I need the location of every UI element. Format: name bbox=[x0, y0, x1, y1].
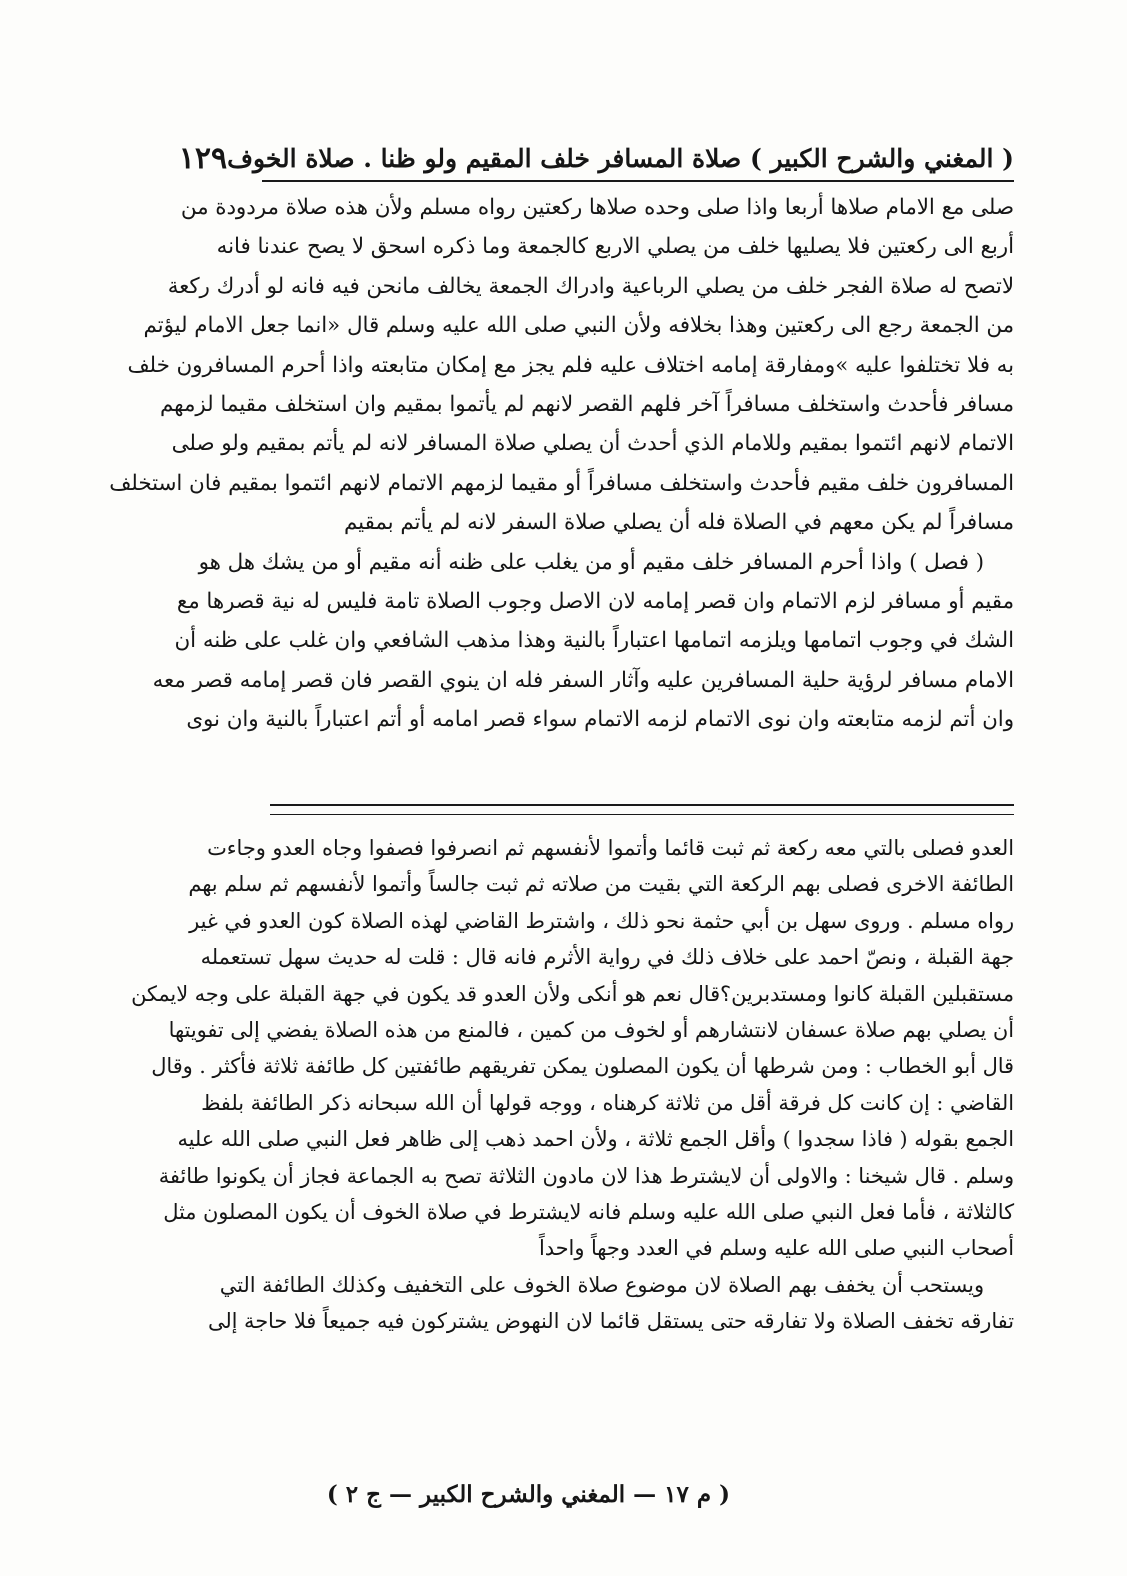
upper-line: أربع الى ركعتين فلا يصليها خلف من يصلي الاربع كالجمعة وما ذكره اسحق لا يصح عندنا فانه bbox=[216, 234, 1014, 260]
lower-line: ويستحب أن يخفف بهم الصلاة لان موضوع صلاة الخوف على التخفيف وكذلك الطائفة التي bbox=[219, 1272, 984, 1297]
page-header bbox=[178, 128, 1014, 176]
header-rule bbox=[262, 180, 1014, 182]
lower-line: قال أبو الخطاب : ومن شرطها أن يكون المصلون يمكن تفريقهم طائفتين كل طائفة ثلاثة فأكثر . وقال bbox=[151, 1054, 1014, 1079]
page-number: ١٢٩ bbox=[178, 141, 228, 176]
upper-line: المسافرون خلف مقيم فأحدث واستخلف مسافراً أو مقيما لزمهم الاتمام لانهم ائتموا بمقيم فان استخلف bbox=[109, 470, 1014, 496]
upper-line: لاتصح له صلاة الفجر خلف من يصلي الرباعية وادراك الجمعة يخالف مانحن فيه فانه لو أدرك ركعة bbox=[167, 273, 1014, 299]
upper-line: وان أتم لزمه متابعته وان نوى الاتمام لزمه الاتمام سواء قصر امامه أو أتم اعتباراً بالنية وان نوى bbox=[186, 707, 1014, 733]
lower-line: العدو فصلى بالتي معه ركعة ثم ثبت قائما وأتموا لأنفسهم ثم انصرفوا فصفوا وجاه العدو وجاءت bbox=[207, 836, 1014, 860]
lower-line: أصحاب النبي صلى الله عليه وسلم في العدد وجهاً واحداً bbox=[538, 1236, 1014, 1261]
lower-line: تفارقه تخفف الصلاة ولا تفارقه حتى يستقل قائما لان النهوض يشتركون فيه جميعاً فلا حاجة إلى bbox=[207, 1309, 1014, 1334]
lower-line: القاضي : إن كانت كل فرقة أقل من ثلاثة كرهناه ، ووجه قولها أن الله سبحانه ذكر الطائفة بلفظ bbox=[201, 1090, 1014, 1115]
lower-line: مستقبلين القبلة كانوا ومستدبرين؟قال نعم هو أنكى ولأن العدو قد يكون في جهة القبلة على وجه لايمكن bbox=[131, 981, 1014, 1006]
lower-line: جهة القبلة ، ونصّ احمد على خلاف ذلك في رواية الأثرم فانه قال : قلت له حديث سهل تستعمله bbox=[200, 945, 1014, 970]
lower-line: رواه مسلم . وروى سهل بن أبي حثمة نحو ذلك ، واشترط القاضي لهذه الصلاة كون العدو في غير bbox=[189, 908, 1014, 933]
lower-line: أن يصلي بهم صلاة عسفان لانتشارهم أو لخوف من كمين ، فالمنع من هذه الصلاة يفضي إلى تفويتها bbox=[168, 1018, 1014, 1043]
lower-text-block bbox=[131, 830, 1014, 1340]
upper-line: مسافر فأحدث واستخلف مسافراً آخر فلهم القصر لانهم لم يأتموا بمقيم وان استخلف مقيما لزمهم bbox=[159, 392, 1014, 418]
upper-line: الشك في وجوب اتمامها ويلزمه اتمامها اعتباراً بالنية وهذا مذهب الشافعي وان غلب على ظنه أن bbox=[174, 628, 1014, 654]
upper-line: الاتمام لانهم ائتموا بمقيم وللامام الذي أحدث أن يصلي صلاة المسافر لانه لم يأتم بمقيم ولو صلى bbox=[171, 431, 1014, 457]
signature-footer: ( م ١٧ — المغني والشرح الكبير — ج ٢ ) bbox=[326, 1481, 730, 1508]
lower-line: الجمع بقوله ( فاذا سجدوا ) وأقل الجمع ثلاثة ، ولأن احمد ذهب إلى ظاهر فعل النبي صلى الله عليه bbox=[177, 1127, 1014, 1152]
upper-line: مسافراً لم يكن معهم في الصلاة فله أن يصلي صلاة السفر لانه لم يأتم بمقيم bbox=[344, 510, 1014, 536]
lower-line: كالثلاثة ، فأما فعل النبي صلى الله عليه وسلم فانه لايشترط في صلاة الخوف أن يكون المصلون مثل bbox=[163, 1200, 1014, 1225]
upper-line: مقيم أو مسافر لزم الاتمام وان قصر إمامه لان الاصل وجوب الصلاة تامة فليس له نية قصرها مع bbox=[176, 589, 1014, 615]
upper-line: ( فصل ) واذا أحرم المسافر خلف مقيم أو من يغلب على ظنه أنه مقيم أو من يشك هل هو bbox=[198, 549, 984, 575]
footnote-divider bbox=[270, 804, 1014, 815]
lower-line: وسلم . قال شيخنا : والاولى أن لايشترط هذا لان مادون الثلاثة تصح به الجماعة فجاز أن يكونوا طائفة bbox=[158, 1163, 1014, 1188]
lower-line: الطائفة الاخرى فصلى بهم الركعة التي بقيت من صلاته ثم ثبت جالساً وأتموا لأنفسهم ثم سلم بهم bbox=[188, 872, 1014, 897]
upper-line: من الجمعة رجع الى ركعتين وهذا بخلافه ولأن النبي صلى الله عليه وسلم قال «انما جعل الامام ليؤتم bbox=[143, 313, 1014, 339]
running-title: ( المغني والشرح الكبير ) صلاة المسافر خلف المقيم ولو ظنا . صلاة الخوف bbox=[227, 144, 1014, 173]
upper-line: صلى مع الامام صلاها أربعا واذا صلى وحده صلاها ركعتين رواه مسلم ولأن هذه صلاة مردودة من bbox=[180, 195, 1014, 220]
upper-text-block bbox=[109, 188, 1014, 740]
upper-line: به فلا تختلفوا عليه »ومفارقة إمامه اختلاف عليه فلم يجز مع إمكان متابعته واذا أحرم المسافرون خلف bbox=[127, 352, 1014, 378]
upper-line: الامام مسافر لرؤية حلية المسافرين عليه وآثار السفر فله ان ينوي القصر فان قصر إمامه قصر معه bbox=[152, 667, 1014, 693]
